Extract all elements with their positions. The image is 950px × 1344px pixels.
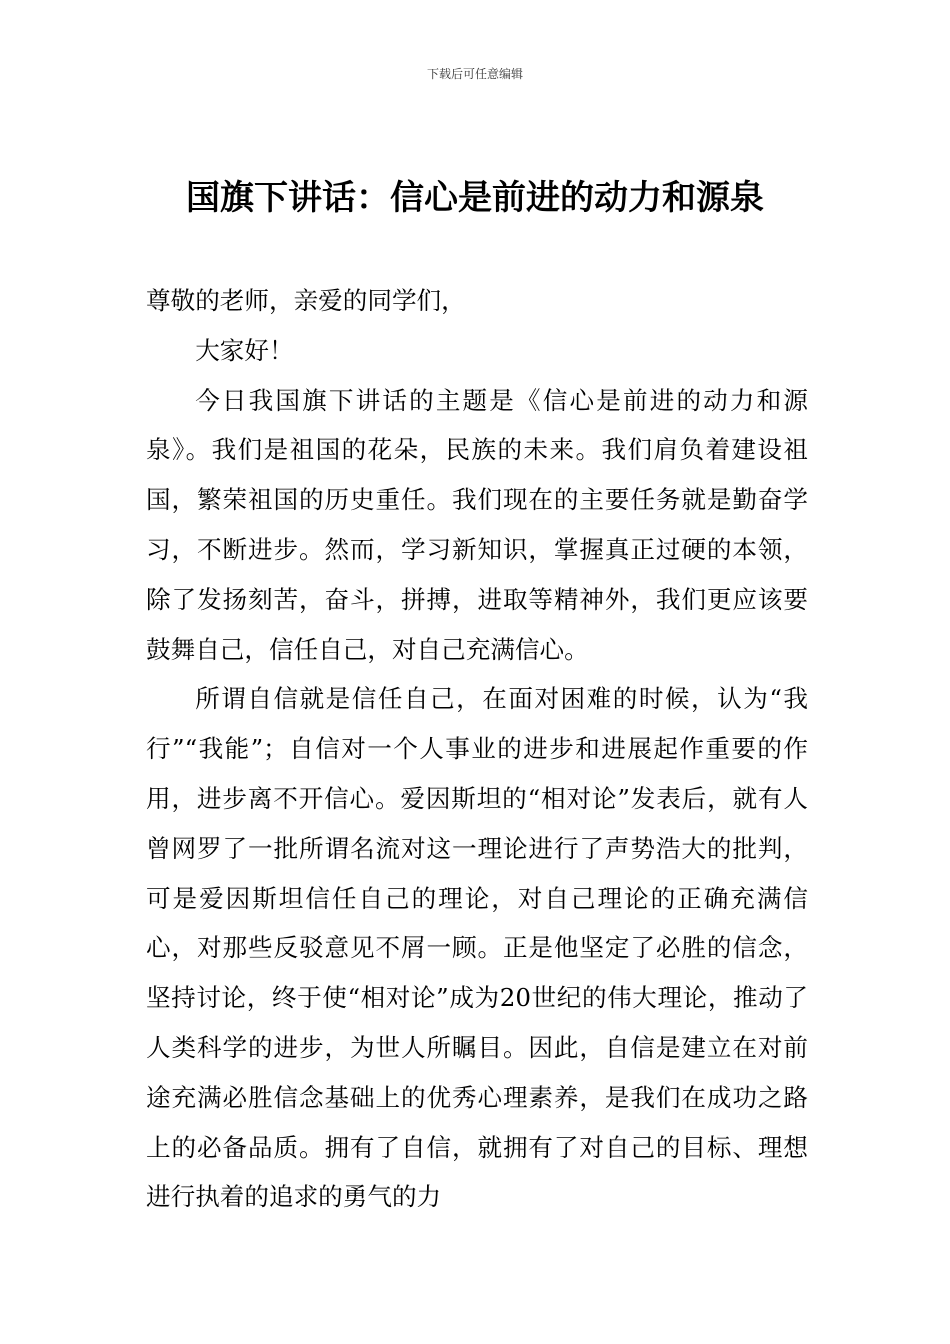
salutation: 尊敬的老师，亲爱的同学们， — [146, 286, 466, 315]
header-note: 下载后可任意编辑 — [426, 67, 523, 81]
paragraph-1: 今日我国旗下讲话的主题是《信心是前进的动力和源泉》。我们是祖国的花朵，民族的未来。我们肩负着建设祖国，繁荣祖国的历史重任。我们现在的主要任务就是勤奋学习，不断进步。然而，学习新知识，掌握真正过硬的本领，除了发扬刻苦，奋斗，拼搏，进取等精神外，我们更应该要鼓舞自己，信任自己，对自己充满信心。 — [146, 385, 808, 664]
paragraph-2: 所谓自信就是信任自己，在面对困难的时候，认为“我行”“我能”；自信对一个人事业的进步和进展起作重要的作用，进步离不开信心。爱因斯坦的“相对论”发表后，就有人曾网罗了一批所谓名流对这一理论进行了声势浩大的批判，可是爱因斯坦信任自己的理论，对自己理论的正确充满信心，对那些反驳意见不屑一顾。正是他坚定了必胜的信念，坚持讨论，终于使“相对论”成为20世纪的伟大理论，推动了人类科学的进步，为世人所瞩目。因此，自信是建立在对前途充满必胜信念基础上的优秀心理素养，是我们在成功之路上的必备品质。拥有了自信，就拥有了对自己的目标、理想进行执着的追求的勇气的力 — [146, 684, 808, 1212]
greeting: 大家好！ — [195, 335, 294, 365]
document-body — [146, 276, 808, 1222]
page-title: 国旗下讲话：信心是前进的动力和源泉 — [186, 178, 764, 218]
